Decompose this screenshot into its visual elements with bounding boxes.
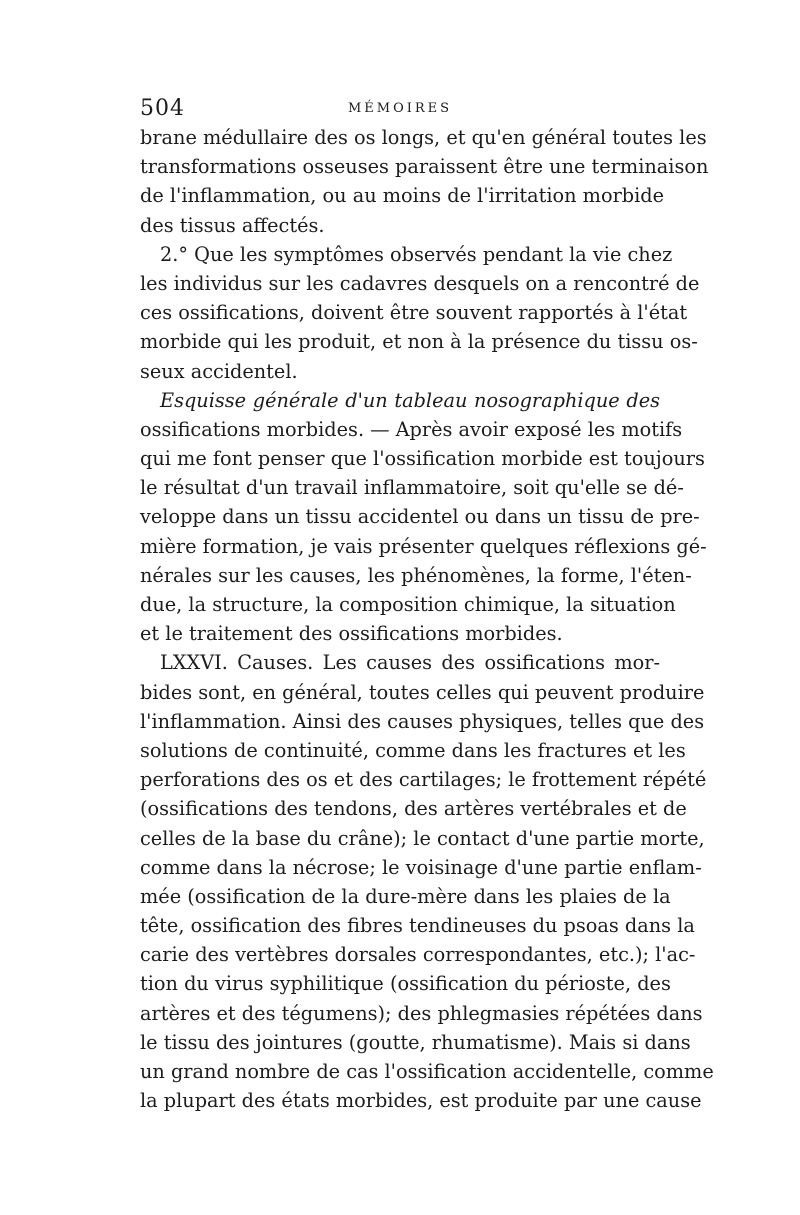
text-line: un grand nombre de cas l'ossification accidentelle, comme xyxy=(140,1060,714,1083)
text-line: comme dans la nécrose; le voisinage d'une partie enflam- xyxy=(140,855,702,879)
text-line: tête, ossification des fibres tendineuses du psoas dans la xyxy=(140,914,695,938)
text-line: tion du virus syphilitique (ossification du périoste, des xyxy=(140,972,671,996)
text-line: celles de la base du crâne); le contact d'une partie morte, xyxy=(140,826,705,850)
text-line: l'inflammation. Ainsi des causes physiques, telles que des xyxy=(140,709,705,733)
text-line: mière formation, je vais présenter quelques réflexions gé- xyxy=(140,534,707,558)
page-number: 504 xyxy=(140,96,185,121)
text-line: bides sont, en général, toutes celles qui peuvent produire xyxy=(140,680,705,704)
text-line: les individus sur les cadavres desquels on a rencontré de xyxy=(140,271,700,295)
text-line: de l'inflammation, ou au moins de l'irritation morbide xyxy=(140,184,665,208)
text-line: la plupart des états morbides, est produite par une cause xyxy=(140,1089,702,1113)
text-line: carie des vertèbres dorsales correspondantes, etc.); l'ac- xyxy=(140,943,696,967)
page-header xyxy=(140,96,660,124)
text-line: artères et des tégumens); des phlegmasies répétées dans xyxy=(140,1001,703,1025)
text-line: LXXVI. Causes. Les causes des ossifications mor- xyxy=(160,651,660,675)
text-line: nérales sur les causes, les phénomènes, la forme, l'éten- xyxy=(140,563,692,587)
text-line: transformations osseuses paraissent être une terminaison xyxy=(140,155,709,179)
body-text xyxy=(140,123,714,1115)
text-line: seux accidentel. xyxy=(140,359,298,383)
text-line: due, la structure, la composition chimique, la situation xyxy=(140,593,676,616)
text-line: 2.° Que les symptômes observés pendant la vie chez xyxy=(160,242,673,266)
text-line: et le traitement des ossifications morbides. xyxy=(140,622,563,646)
text-line: mée (ossification de la dure-mère dans les plaies de la xyxy=(140,884,671,908)
text-line: brane médullaire des os longs, et qu'en général toutes les xyxy=(140,126,707,149)
running-head: MÉMOIRES xyxy=(347,101,453,116)
text-line: solutions de continuité, comme dans les fractures et les xyxy=(140,738,686,762)
text-line: (ossifications des tendons, des artères vertébrales et de xyxy=(140,797,687,821)
text-line: veloppe dans un tissu accidentel ou dans un tissu de pre- xyxy=(140,505,700,529)
text-line: le tissu des jointures (goutte, rhumatisme). Mais si dans xyxy=(140,1030,691,1054)
section-heading-line xyxy=(140,386,660,415)
text-line: morbide qui les produit, et non à la présence du tissu os- xyxy=(140,330,698,354)
text-line: qui me font penser que l'ossification morbide est toujours xyxy=(140,447,705,471)
text-line: ces ossifications, doivent être souvent rapportés à l'état xyxy=(140,301,688,325)
text-line: ossifications morbides. — Après avoir exposé les motifs xyxy=(140,417,683,441)
text-line: le résultat d'un travail inflammatoire, soit qu'elle se dé- xyxy=(140,476,684,500)
text-line: des tissus affectés. xyxy=(140,213,325,237)
text-line: perforations des os et des cartilages; le frottement répété xyxy=(140,768,707,792)
section-heading: Esquisse générale d'un tableau nosographique des xyxy=(160,388,660,412)
